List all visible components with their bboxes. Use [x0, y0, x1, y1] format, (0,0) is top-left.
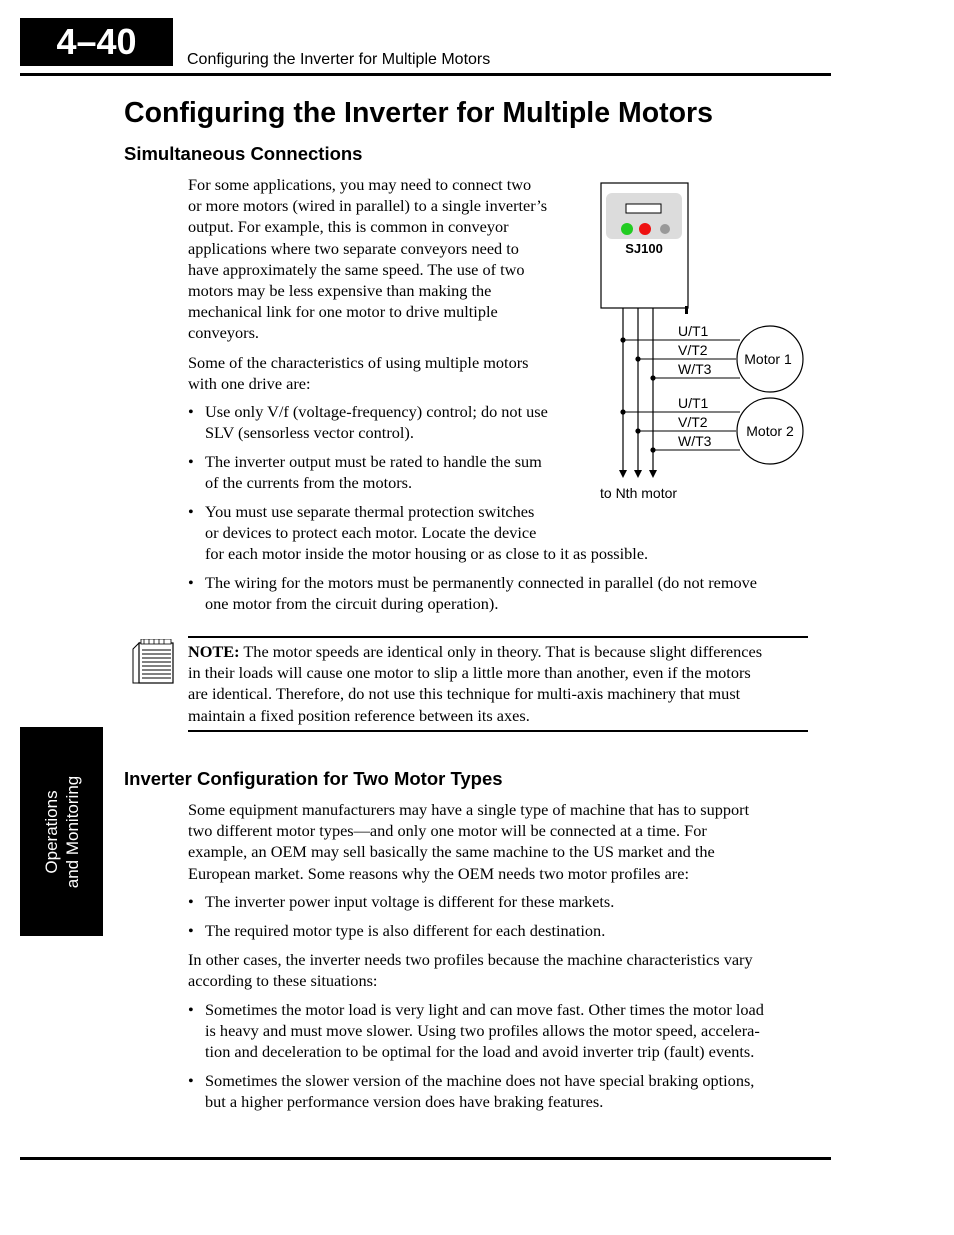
text-line: The inverter power input voltage is different for these markets.: [205, 892, 615, 911]
side-tab-line: and Monitoring: [62, 775, 82, 888]
text-line: or devices to protect each motor. Locate the device: [205, 523, 537, 543]
text-line: conveyors.: [188, 323, 259, 343]
bullet-mark: •: [188, 402, 194, 421]
arrow-down-icon: [619, 470, 627, 478]
text-line: have approximately the same speed. The use of two: [188, 259, 525, 279]
notepad-icon: [130, 639, 176, 687]
text-line: The required motor type is also different for each destination.: [205, 921, 606, 940]
led-green-icon: [621, 223, 633, 235]
junction-dot: [620, 409, 625, 414]
list-item: [188, 501, 808, 567]
running-header-title: Configuring the Inverter for Multiple Motors: [187, 51, 491, 68]
arrow-down-icon: [649, 470, 657, 478]
bullet-mark: •: [188, 892, 194, 911]
note-rule-bottom: [188, 730, 808, 732]
nth-motor-label: to Nth motor: [600, 485, 678, 501]
text-line: Sometimes the motor load is very light and can move fast. Other times the motor load: [205, 1000, 764, 1019]
section-title: Configuring the Inverter for Multiple Motors: [124, 97, 713, 129]
header-rule: [20, 73, 831, 76]
text-line: but a higher performance version does have braking features.: [205, 1092, 604, 1112]
text-line: Use only V/f (voltage-frequency) control; do not use: [205, 402, 548, 421]
text-line: in their loads will cause one motor to slip a little more than another, even if the motors: [188, 663, 751, 683]
text-line: Some of the characteristics of using multiple motors: [188, 353, 529, 372]
note-text: The motor speeds are identical only in theory. That is because slight differences: [243, 642, 763, 661]
junction-dot: [650, 447, 655, 452]
bullet-mark: •: [188, 452, 194, 471]
bullet-mark: •: [188, 1000, 194, 1019]
text-line: two different motor types—and only one motor will be connected at a time. For: [188, 821, 707, 841]
junction-dot: [635, 428, 640, 433]
text-line: [188, 641, 813, 662]
bullet-mark: •: [188, 573, 194, 592]
paragraph-characteristics: [188, 352, 528, 394]
arrow-down-icon: [634, 470, 642, 478]
text-line: or more motors (wired in parallel) to a single inverter’s: [188, 196, 548, 216]
led-red-icon: [639, 223, 651, 235]
text-line: applications where two separate conveyors need to: [188, 238, 519, 258]
side-tab-line: Operations: [41, 789, 61, 874]
wire-label-w1: W/T3: [678, 361, 712, 377]
note-label: NOTE:: [188, 642, 240, 661]
wire-label-u2: U/T1: [678, 395, 709, 411]
text-line: You must use separate thermal protection switches: [205, 502, 535, 521]
inverter-foot: [685, 306, 688, 314]
motor-2-label: Motor 2: [746, 423, 794, 439]
text-line: output. For example, this is common in conveyor: [188, 217, 509, 237]
text-line: one motor from the circuit during operation).: [205, 594, 499, 614]
text-line: maintain a fixed position reference between its axes.: [188, 705, 530, 725]
text-line: is heavy and must move slower. Using two profiles allows the motor speed, accelera-: [205, 1021, 760, 1041]
text-line: Sometimes the slower version of the machine does not have special braking options,: [205, 1071, 755, 1090]
list-item: [188, 920, 808, 942]
bullet-mark: •: [188, 1071, 194, 1090]
wire-label-w2: W/T3: [678, 433, 712, 449]
list-item: [188, 572, 808, 616]
text-line: tion and deceleration to be optimal for the load and avoid inverter trip (fault) events.: [205, 1042, 755, 1062]
text-line: with one drive are:: [188, 374, 311, 394]
paragraph-intro: [188, 174, 547, 344]
led-gray-icon: [660, 224, 670, 234]
text-line: according to these situations:: [188, 971, 378, 991]
text-line: For some applications, you may need to connect two: [188, 175, 532, 194]
note-box: [188, 641, 813, 726]
page-number: 4–40: [56, 21, 137, 62]
text-line: In other cases, the inverter needs two profiles because the machine characteristics vary: [188, 950, 753, 969]
list-item: [188, 1070, 813, 1114]
text-line: motors may be less expensive than making the: [188, 281, 492, 301]
paragraph-other-cases: [188, 949, 813, 991]
junction-dot: [635, 356, 640, 361]
junction-dot: [620, 337, 625, 342]
text-line: Some equipment manufacturers may have a single type of machine that has to support: [188, 800, 750, 819]
text-line: of the currents from the motors.: [205, 473, 413, 493]
text-line: mechanical link for one motor to drive multiple: [188, 302, 498, 322]
chapter-side-tab-label: [20, 727, 103, 936]
wire-label-v2: V/T2: [678, 414, 708, 430]
note-rule-top: [188, 636, 808, 638]
text-line: for each motor inside the motor housing or as close to it as possible.: [205, 544, 649, 564]
text-line: example, an OEM may sell basically the same machine to the US market and the: [188, 842, 715, 862]
wire-label-u1: U/T1: [678, 323, 709, 339]
subsection-heading-simultaneous: Simultaneous Connections: [124, 143, 363, 164]
bullet-mark: •: [188, 921, 194, 940]
wiring-diagram: [590, 176, 810, 506]
text-line: The wiring for the motors must be permanently connected in parallel (do not remove: [205, 573, 758, 592]
list-item: [188, 891, 808, 913]
list-item: [188, 999, 813, 1065]
text-line: European market. Some reasons why the OEM needs two motor profiles are:: [188, 863, 689, 883]
paragraph-two-types-intro: [188, 799, 813, 884]
text-line: are identical. Therefore, do not use this technique for multi-axis machinery that must: [188, 684, 741, 704]
text-line: The inverter output must be rated to handle the sum: [205, 452, 542, 471]
inverter-display: [626, 204, 661, 213]
wire-label-v1: V/T2: [678, 342, 708, 358]
motor-1-label: Motor 1: [744, 351, 792, 367]
subsection-heading-two-motor-types: Inverter Configuration for Two Motor Types: [124, 768, 503, 789]
bullet-mark: •: [188, 502, 194, 521]
inverter-model-label: SJ100: [625, 241, 663, 256]
footer-rule: [20, 1157, 831, 1160]
text-line: SLV (sensorless vector control).: [205, 423, 414, 443]
junction-dot: [650, 375, 655, 380]
